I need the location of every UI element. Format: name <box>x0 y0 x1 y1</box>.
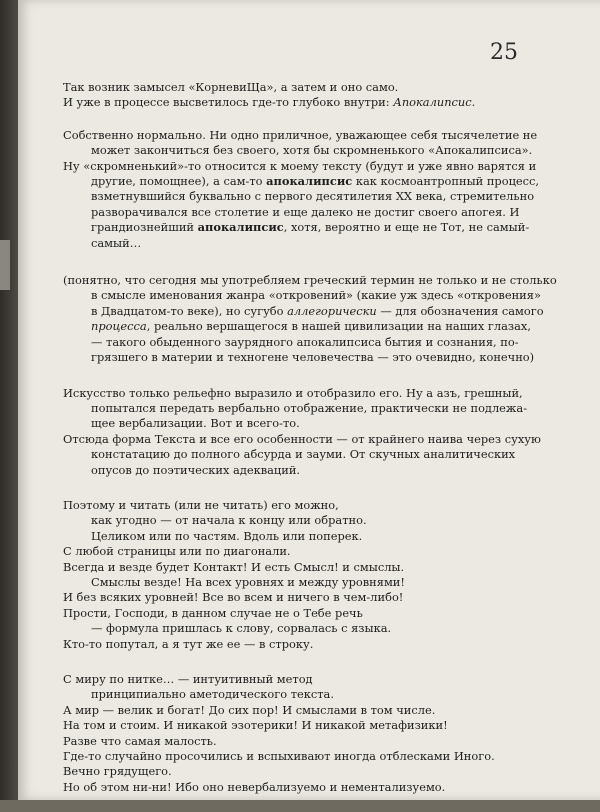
text-line <box>63 303 544 319</box>
italic-term: Апокалипсис. <box>393 95 476 110</box>
text-line <box>63 174 540 189</box>
text-span: , реально вершащегося в нашей цивилизации на наших глазах, <box>146 319 531 334</box>
text-line: — формула пришлась к слову, сорвалась с языка. <box>91 621 392 636</box>
text-span: другие, помощнее), а сам-то <box>91 174 267 189</box>
text-line: Всегда и везде будет Контакт! И есть Смысл! и смыслы. <box>63 559 405 574</box>
text-line: Смыслы везде! На всех уровнях и между уровнями! <box>91 574 405 589</box>
text-span: грандиознейший <box>91 220 198 235</box>
text-line: — такого обыденного заурядного апокалипсиса бытия и сознания, по- <box>91 334 519 349</box>
text-line: (понятно, что сегодня мы употребляем греческий термин не только и не столько <box>63 273 557 288</box>
text-line: Кто-то попутал, а я тут же ее — в строку. <box>63 636 314 651</box>
text-line: Искусство только рельефно выразило и отобразило его. Ну а азъ, грешный, <box>63 385 523 400</box>
text-line <box>63 220 533 235</box>
text-line: попытался передать вербально отображение, практически не подлежа- <box>91 400 528 415</box>
text-line: Разве что самая малость. <box>63 733 217 748</box>
text-line: констатацию до полного абсурда и зауми. От скучных аналитических <box>91 447 516 462</box>
text-line: грязшего в материи и техногене человечества — это очевидно, конечно) <box>91 350 535 365</box>
text-line: щее вербализации. Вот и всего-то. <box>91 416 300 431</box>
text-line: Прости, Господи, в данном случае не о Тебе речь <box>63 605 363 620</box>
text-span: как космоантропный процесс, <box>352 174 540 189</box>
paragraph-3 <box>63 273 557 365</box>
text-line: разворачивался все столетие и еще далеко не достиг своего апогея. И <box>91 204 520 219</box>
text-line <box>63 95 533 110</box>
italic-term: процесса <box>91 319 147 334</box>
text-line: С любой страницы или по диагонали. <box>63 544 291 559</box>
text-line: А мир — велик и богат! До сих пор! И смыслами в том числе. <box>63 702 436 717</box>
text-span: — для обозначения самого <box>376 303 544 318</box>
text-line: в смысле именования жанра «откровений» (какие уж здесь «откровения» <box>91 288 541 303</box>
text-line: Собственно нормально. Ни одно приличное, уважающее себя тысячелетие не <box>63 127 538 142</box>
paragraph-1 <box>63 80 533 111</box>
paragraph-4 <box>63 385 541 478</box>
text-line: самый… <box>91 235 142 250</box>
bold-term: апокалипсис <box>266 174 353 189</box>
page-text <box>63 80 557 812</box>
text-span: , хотя, вероятно и еще не Тот, не самый- <box>283 220 530 235</box>
bold-term: апокалипсис <box>197 220 284 235</box>
text-line: как угодно — от начала к концу или обратно. <box>91 513 367 528</box>
text-line <box>63 319 533 334</box>
text-span: в Двадцатом-то веке), но сугубо <box>91 303 288 318</box>
text-line: Целиком или по частям. Вдоль или поперек. <box>91 528 363 543</box>
book-page <box>18 0 600 800</box>
text-line: Вечно грядущего. <box>63 764 172 779</box>
page-number: 25 <box>490 40 518 65</box>
text-line: На том и стоим. И никакой эзотерики! И никакой метафизики! <box>63 718 448 733</box>
text-line: взметнувшийся буквально с первого десятилетия ХХ века, стремительно <box>91 189 535 204</box>
side-tab-marker <box>0 240 10 290</box>
text-line: Но об этом ни-ни! Ибо оно невербализуемо и нементализуемо. <box>63 779 446 794</box>
paragraph-2 <box>63 127 540 251</box>
text-line: Ну «скромненький»-то относится к моему тексту (будут и уже явно варятся и <box>63 158 537 173</box>
text-line: С миру по нитке… — интуитивный метод <box>63 672 313 686</box>
text-line: может закончиться без своего, хотя бы скромненького «Апокалипсиса». <box>91 143 533 158</box>
text-line: Где-то случайно просочились и вспыхивают иногда отблесками Иного. <box>63 749 495 764</box>
text-line: принципиально аметодического текста. <box>91 687 334 702</box>
text-line: опусов до поэтических адекваций. <box>91 462 301 477</box>
text-span: И уже в процессе высветилось где-то глубоко внутри: <box>63 95 394 110</box>
text-line: И без всяких уровней! Все во всем и ничего в чем-либо! <box>63 590 404 605</box>
text-line: Отсюда форма Текста и все его особенности — от крайнего наива через сухую <box>63 431 541 446</box>
italic-term: аллегорически <box>287 303 377 318</box>
paragraph-5 <box>63 498 533 652</box>
text-line: Поэтому и читать (или не читать) его можно, <box>63 497 339 512</box>
text-line: Так возник замысел «КорневиЩа», а затем и оно само. <box>63 80 399 94</box>
paragraph-6 <box>63 672 533 795</box>
